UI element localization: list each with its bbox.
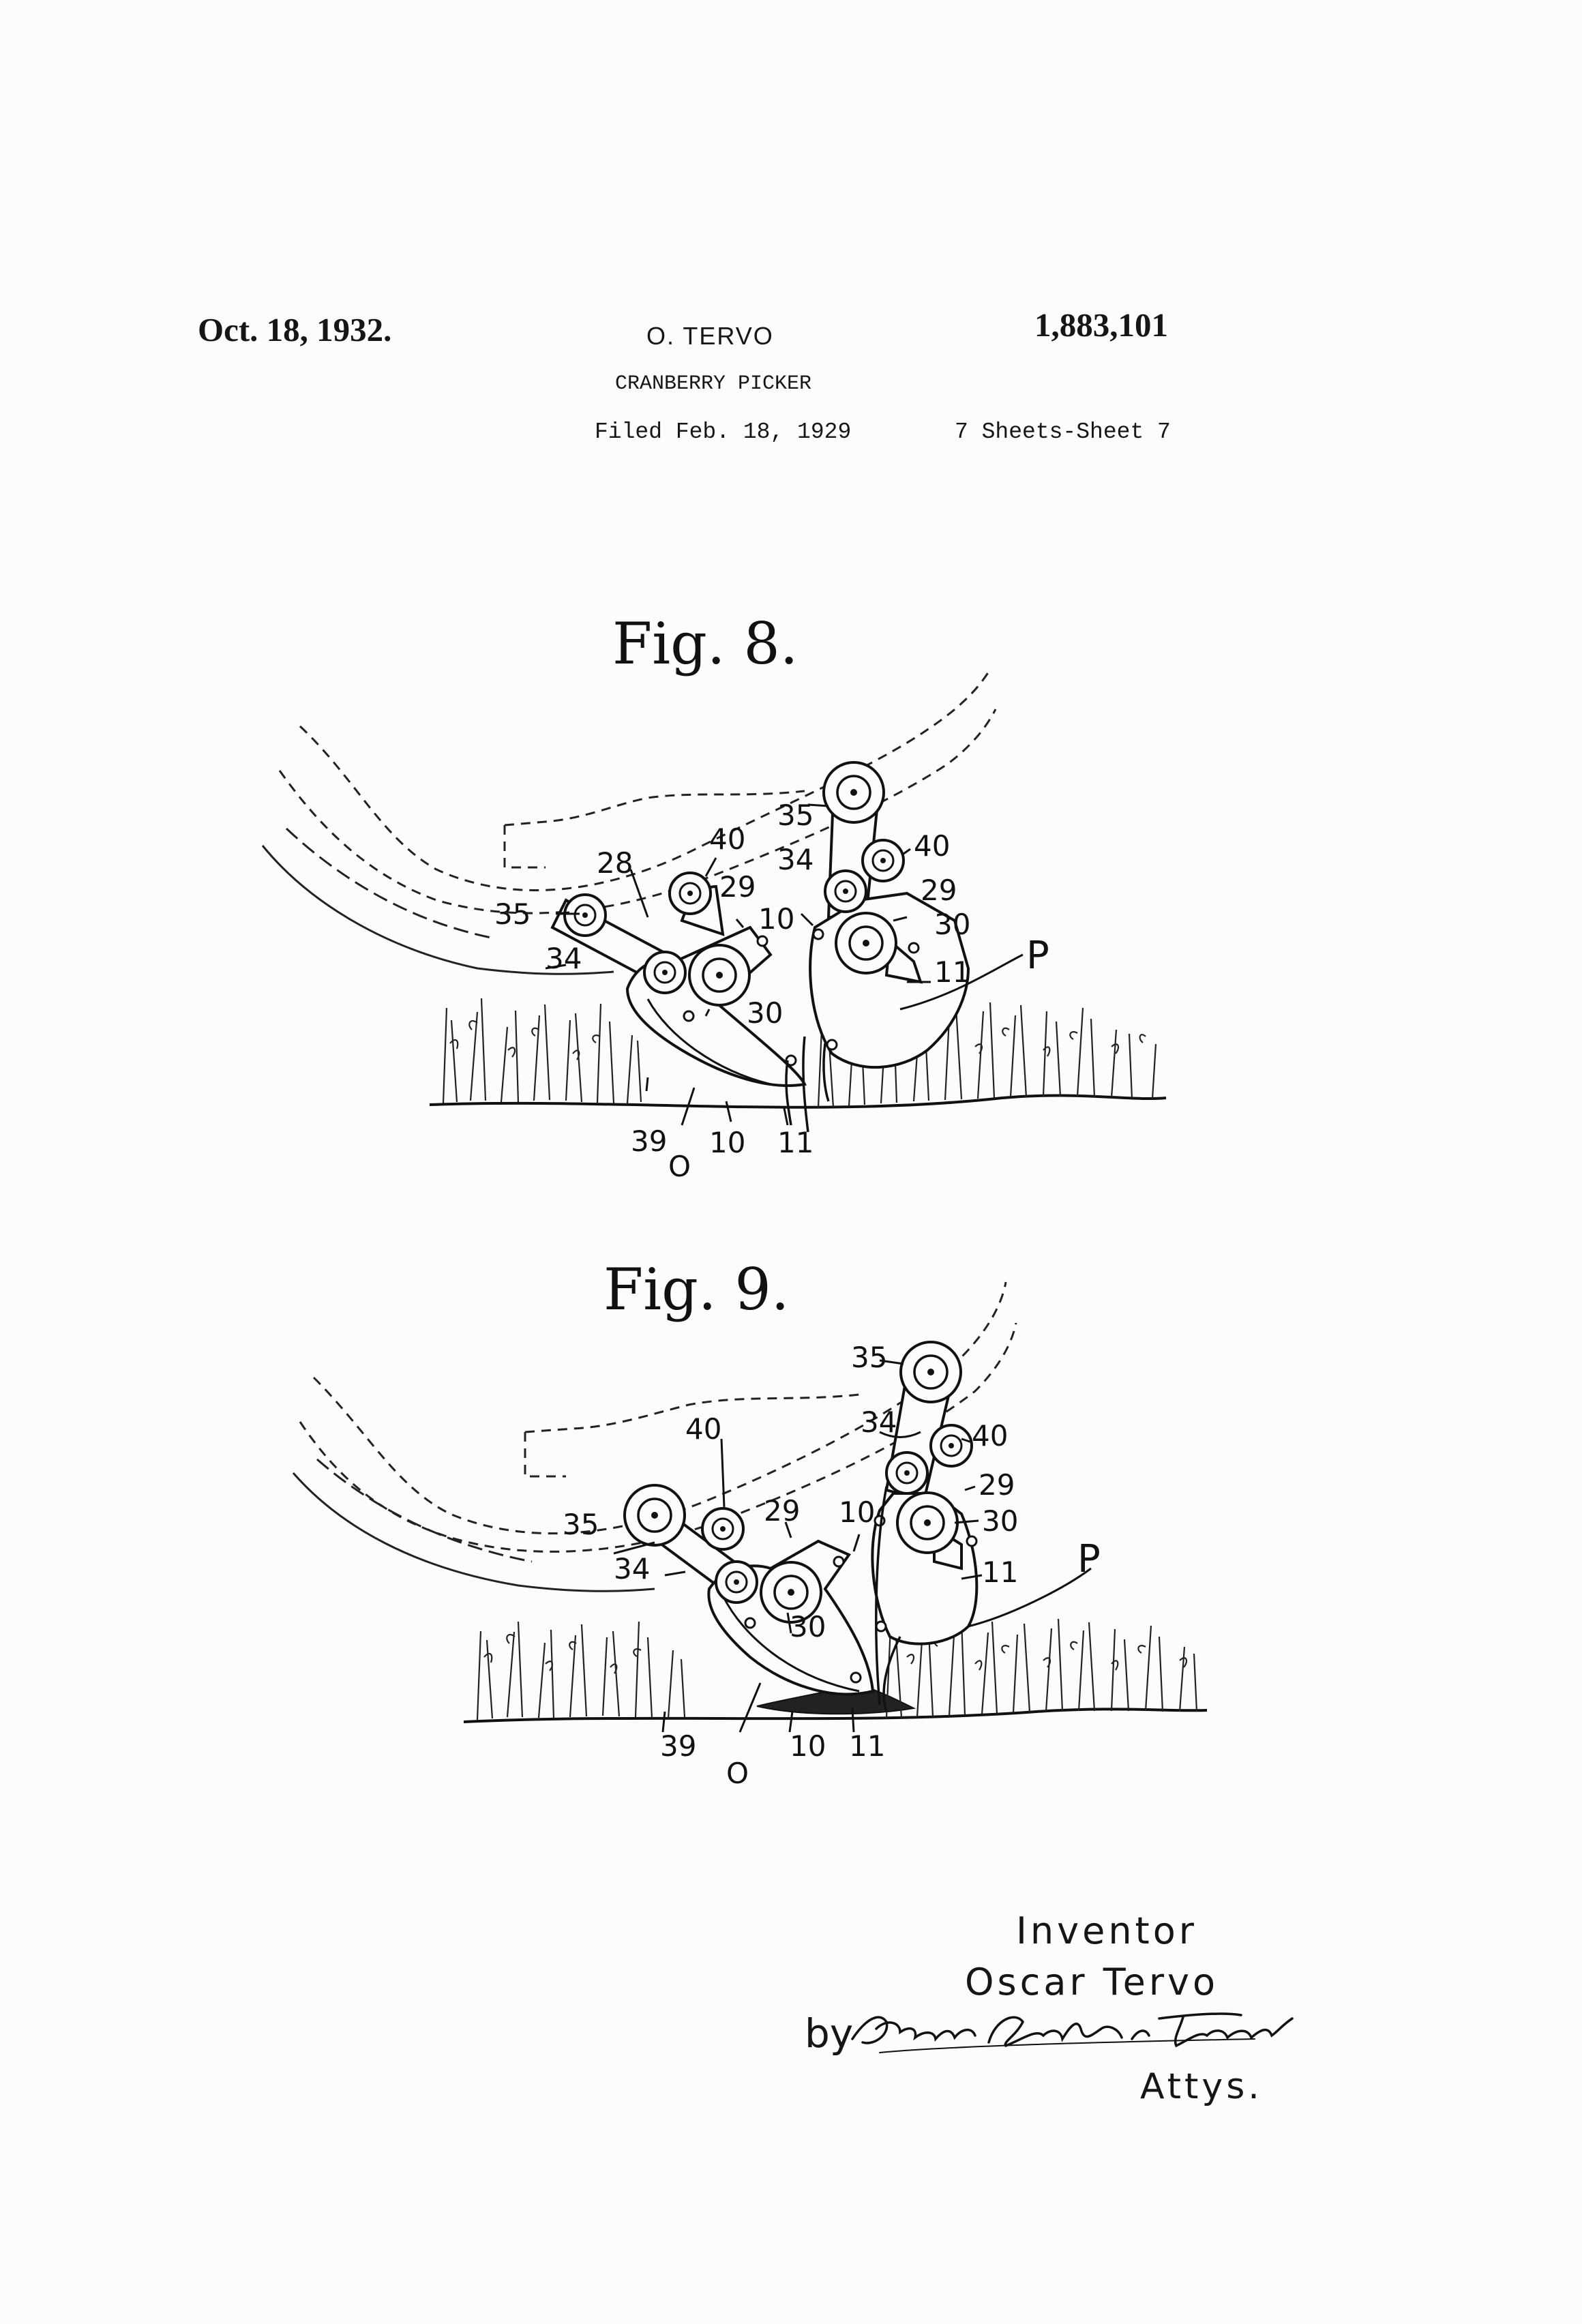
fig8-ref-35b: 35 bbox=[494, 897, 531, 931]
fig9-ref-O: O bbox=[726, 1757, 749, 1790]
fig8-ref-35a: 35 bbox=[777, 799, 814, 832]
figure-9-caption: Fig. 9. bbox=[603, 1256, 790, 1323]
fig9-ref-11a: 11 bbox=[982, 1555, 1019, 1589]
fig9-ref-40a: 40 bbox=[685, 1412, 722, 1446]
vegetation-fig8 bbox=[443, 998, 1156, 1107]
fig8-ref-10a: 10 bbox=[758, 902, 795, 936]
fig9-ref-39: 39 bbox=[660, 1729, 697, 1763]
fig8-ref-30b: 30 bbox=[747, 996, 783, 1030]
fig8-ref-O: O bbox=[668, 1150, 691, 1183]
fig9-ref-40b: 40 bbox=[972, 1419, 1009, 1452]
filed-date: Filed Feb. 18, 1929 bbox=[595, 419, 852, 445]
sheet-count: 7 Sheets-Sheet 7 bbox=[955, 419, 1171, 445]
fig9-ref-34a: 34 bbox=[861, 1405, 897, 1439]
inventor-short-name: O. TERVO bbox=[646, 322, 774, 350]
fig9-ref-P: P bbox=[1077, 1537, 1101, 1581]
fig8-ref-40b: 40 bbox=[914, 829, 951, 863]
inventor-name: Oscar Tervo bbox=[965, 1961, 1219, 2003]
fig9-ref-29a: 29 bbox=[764, 1494, 801, 1528]
fig8-ref-28: 28 bbox=[597, 846, 633, 880]
figure-8 bbox=[263, 610, 1166, 1183]
fig8-ref-P: P bbox=[1026, 934, 1049, 978]
fig9-ref-10a: 10 bbox=[839, 1495, 876, 1529]
figure-8-caption: Fig. 8. bbox=[612, 610, 799, 677]
fig8-ref-34a: 34 bbox=[777, 843, 814, 876]
fig9-ref-11b: 11 bbox=[849, 1729, 886, 1763]
fig8-ref-30a: 30 bbox=[934, 908, 971, 941]
fig9-ref-30b: 30 bbox=[790, 1610, 826, 1643]
inventor-caption: Inventor bbox=[1016, 1909, 1197, 1952]
fig8-ref-11b: 11 bbox=[777, 1126, 814, 1159]
fig8-ref-11a: 11 bbox=[934, 955, 971, 989]
fig8-ref-39: 39 bbox=[631, 1124, 668, 1158]
fig8-ref-29a: 29 bbox=[719, 870, 756, 904]
patent-number: 1,883,101 bbox=[1034, 306, 1168, 344]
patent-date: Oct. 18, 1932. bbox=[198, 311, 392, 348]
by-label: by bbox=[805, 2010, 854, 2057]
fig9-ref-10b: 10 bbox=[790, 1729, 826, 1763]
fig9-ref-35b: 35 bbox=[563, 1508, 599, 1541]
attorneys-label: Attys. bbox=[1140, 2066, 1263, 2107]
fig9-ref-29b: 29 bbox=[979, 1468, 1015, 1502]
figure-9 bbox=[293, 1256, 1207, 1790]
fig8-ref-10b: 10 bbox=[709, 1126, 746, 1159]
fig9-ref-35a: 35 bbox=[851, 1341, 888, 1374]
fig9-ref-30a: 30 bbox=[982, 1504, 1019, 1538]
fig8-ref-34b: 34 bbox=[546, 942, 582, 975]
fig8-ref-29b: 29 bbox=[921, 874, 957, 907]
patent-title: CRANBERRY PICKER bbox=[615, 372, 812, 396]
attorney-handwritten-signature bbox=[852, 2014, 1292, 2053]
fig8-ref-40a: 40 bbox=[709, 822, 746, 856]
fig9-ref-34b: 34 bbox=[614, 1552, 651, 1585]
